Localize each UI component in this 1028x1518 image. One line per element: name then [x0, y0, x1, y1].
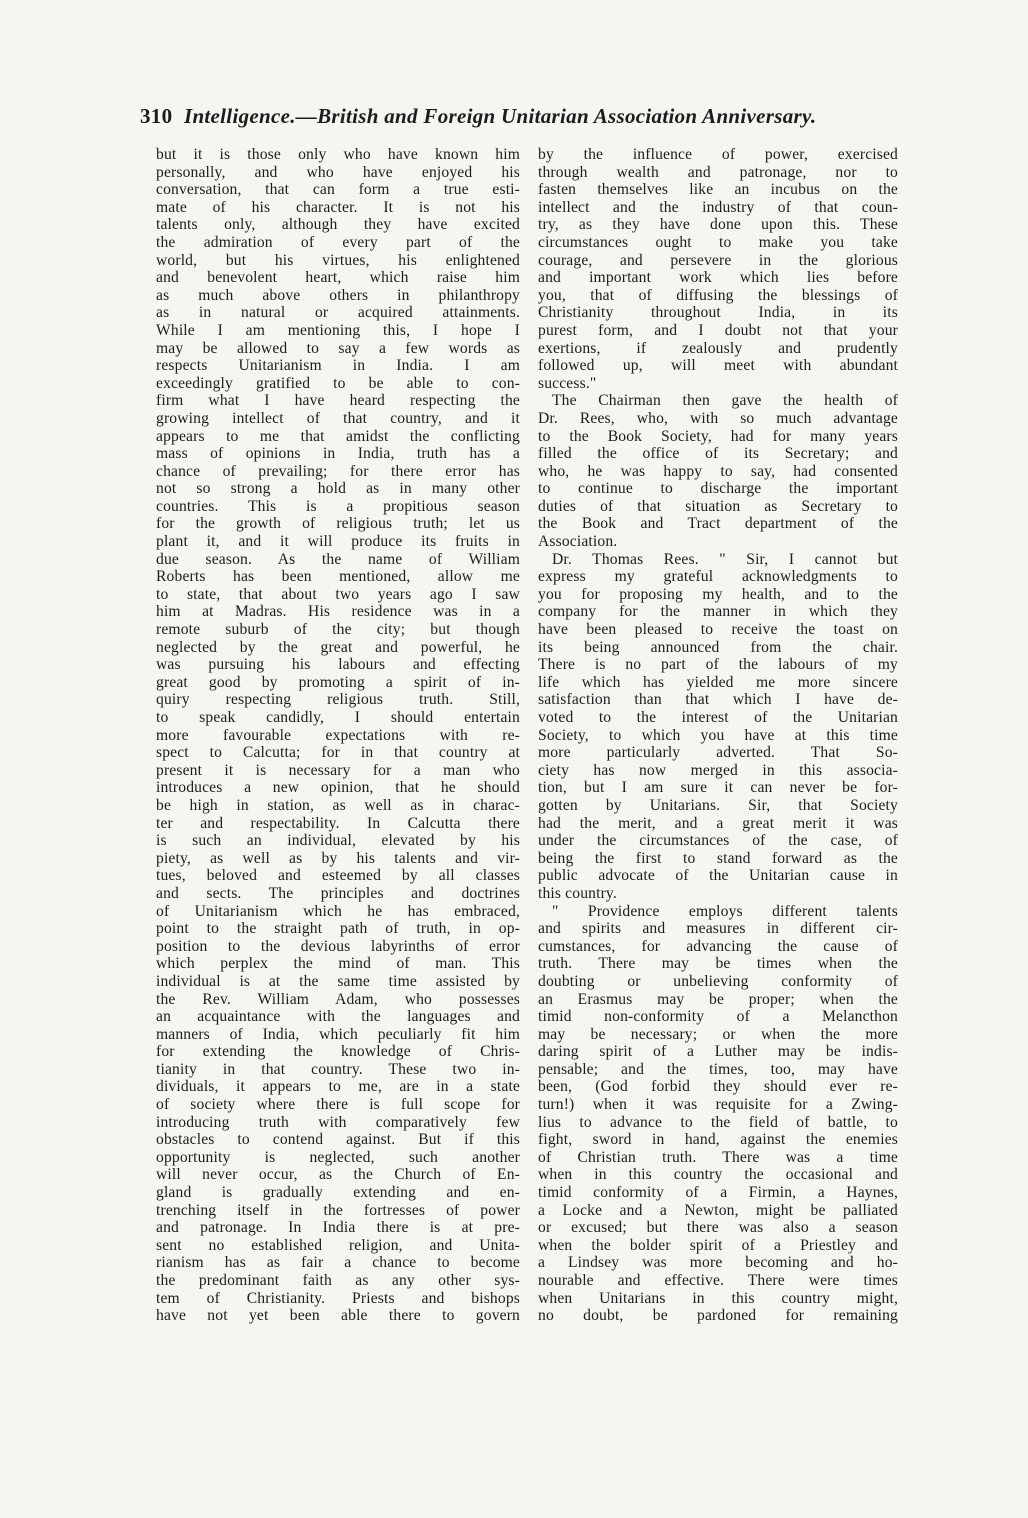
text-line: be high in station, as well as in charac- — [156, 796, 520, 814]
text-line: who, he was happy to say, had consented — [538, 462, 898, 480]
text-line: had the merit, and a great merit it was — [538, 814, 898, 832]
text-line: for the growth of religious truth; let us — [156, 515, 520, 533]
text-line: express my grateful acknowledgments to — [538, 568, 898, 586]
text-line: talents only, although they have excited — [156, 216, 520, 234]
text-line: opportunity is neglected, such another — [156, 1148, 520, 1166]
text-line: fasten themselves like an incubus on the — [538, 181, 898, 199]
text-line: Dr. Thomas Rees. " Sir, I cannot but — [552, 550, 898, 568]
text-line: timid non-conformity of a Melancthon — [538, 1008, 898, 1026]
text-line: this country. — [538, 884, 617, 902]
text-line: and benevolent heart, which raise him — [156, 269, 520, 287]
text-line: countries. This is a propitious season — [156, 497, 520, 515]
text-line: public advocate of the Unitarian cause in — [538, 867, 898, 885]
text-line: world, but his virtues, his enlightened — [156, 251, 520, 269]
text-line: ciety has now merged in this associa- — [538, 761, 898, 779]
text-line: piety, as well as by his talents and vir- — [156, 849, 520, 867]
text-line: mate of his character. It is not his — [156, 198, 520, 216]
text-line: individual is at the same time assisted by — [156, 972, 520, 990]
text-line: but it is those only who have known him — [156, 146, 520, 163]
text-line: dividuals, it appears to me, are in a state — [156, 1078, 520, 1096]
text-line: trenching itself in the fortresses of power — [156, 1201, 520, 1219]
text-line: as in natural or acquired attainments. — [156, 304, 520, 322]
text-line: daring spirit of a Luther may be indis- — [538, 1043, 898, 1061]
text-line: more particularly adverted. That So- — [538, 744, 898, 762]
text-line: is such an individual, elevated by his — [156, 832, 520, 850]
text-line: and sects. The principles and doctrines — [156, 884, 520, 902]
text-line: life which has yielded me more sincere — [538, 673, 898, 691]
text-line: circumstances ought to make you take — [538, 233, 898, 251]
text-line: Christianity throughout India, in its — [538, 304, 898, 322]
text-line: timid conformity of a Firmin, a Haynes, — [538, 1184, 898, 1202]
text-line: filled the office of its Secretary; and — [538, 445, 898, 463]
text-line: not so strong a hold as in many other — [156, 480, 520, 498]
text-line: of Unitarianism which he has embraced, — [156, 902, 520, 920]
text-line: tues, beloved and esteemed by all classes — [156, 867, 520, 885]
text-line: lius to advance to the field of battle, to — [538, 1113, 898, 1131]
text-line: for extending the knowledge of Chris- — [156, 1043, 520, 1061]
text-line: great good by promoting a spirit of in- — [156, 673, 520, 691]
text-line: being the first to stand forward as the — [538, 849, 898, 867]
text-line: personally, and who have enjoyed his — [156, 163, 520, 181]
text-line: tion, but I am sure it can never be for- — [538, 779, 898, 797]
text-line: company for the manner in which they — [538, 603, 898, 621]
text-line: Roberts has been mentioned, allow me — [156, 568, 520, 586]
text-line: spect to Calcutta; for in that country at — [156, 744, 520, 762]
text-line: nourable and effective. There were times — [538, 1272, 898, 1289]
text-line: through wealth and patronage, nor to — [538, 163, 898, 181]
text-line: him at Madras. His residence was in a — [156, 603, 520, 621]
text-line: and spirits and measures in different cir- — [538, 920, 898, 938]
text-line: chance of prevailing; for there error has — [156, 462, 520, 480]
text-line: ter and respectability. In Calcutta there — [156, 814, 520, 832]
text-line: a Locke and a Newton, might be palliated — [538, 1201, 898, 1219]
text-line: Dr. Rees, who, with so much advantage — [538, 409, 898, 427]
text-line: Society, to which you have at this time — [538, 726, 898, 744]
text-line: followed up, will meet with abundant — [538, 357, 898, 375]
text-line: an acquaintance with the languages and — [156, 1008, 520, 1026]
text-line: fight, sword in hand, against the enemies — [538, 1131, 898, 1149]
text-line: introduces a new opinion, that he should — [156, 779, 520, 797]
text-line: you, that of diffusing the blessings of — [538, 286, 898, 304]
text-line: by the influence of power, exercised — [538, 146, 898, 163]
running-title: Intelligence.—British and Foreign Unitarian Association Anniversary. — [183, 104, 817, 128]
text-line: gland is gradually extending and en- — [156, 1184, 520, 1202]
text-line: introducing truth with comparatively few — [156, 1113, 520, 1131]
text-line: exertions, if zealously and prudently — [538, 339, 898, 357]
text-line: the predominant faith as any other sys- — [156, 1272, 520, 1289]
text-line: neglected by the great and powerful, he — [156, 638, 520, 656]
text-line: the Rev. William Adam, who possesses — [156, 990, 520, 1008]
text-line: when in this country the occasional and — [538, 1166, 898, 1184]
text-line: you for proposing my health, and to the — [538, 585, 898, 603]
text-line: respects Unitarianism in India. I am — [156, 357, 520, 375]
text-line: an Erasmus may be proper; when the — [538, 990, 898, 1008]
text-line: duties of that situation as Secretary to — [538, 497, 898, 515]
text-line: rianism has as fair a chance to become — [156, 1254, 520, 1272]
text-line: manners of India, which peculiarly fit him — [156, 1025, 520, 1043]
page-number: 310 — [140, 104, 173, 128]
text-line: courage, and persevere in the glorious — [538, 251, 898, 269]
text-line: truth. There may be times when the — [538, 955, 898, 973]
text-line: or excused; but there was also a season — [538, 1219, 898, 1237]
text-line: satisfaction than that which I have de- — [538, 691, 898, 709]
text-line: conversation, that can form a true esti- — [156, 181, 520, 199]
text-line: exceedingly gratified to be able to con- — [156, 374, 520, 392]
text-line: when Unitarians in this country might, — [538, 1289, 898, 1307]
text-line: will never occur, as the Church of En- — [156, 1166, 520, 1184]
text-line: and important work which lies before — [538, 269, 898, 287]
running-header — [140, 104, 900, 129]
text-line: due season. As the name of William — [156, 550, 520, 568]
right-column — [538, 146, 898, 1325]
text-line: to speak candidly, I should entertain — [156, 709, 520, 726]
text-line: turn!) when it was requisite for a Zwing- — [538, 1096, 898, 1114]
text-line: try, as they have done upon this. These — [538, 216, 898, 234]
text-line: to continue to discharge the important — [538, 480, 898, 498]
text-line: a Lindsey was more becoming and ho- — [538, 1254, 898, 1272]
text-line: mass of opinions in India, truth has a — [156, 445, 520, 463]
text-line: " Providence employs different talents — [552, 902, 898, 920]
text-line: appears to me that amidst the conflicting — [156, 427, 520, 445]
text-line: quiry respecting religious truth. Still, — [156, 691, 520, 709]
text-line: cumstances, for advancing the cause of — [538, 937, 898, 955]
text-line: firm what I have heard respecting the — [156, 392, 520, 410]
text-line: have been pleased to receive the toast on — [538, 621, 898, 639]
text-line: growing intellect of that country, and it — [156, 409, 520, 427]
text-line: have not yet been able there to govern — [156, 1307, 520, 1325]
text-line: more favourable expectations with re- — [156, 726, 520, 744]
text-line: may be necessary; or when the more — [538, 1025, 898, 1043]
text-line: been, (God forbid they should ever re- — [538, 1078, 898, 1096]
text-line: Association. — [538, 533, 618, 551]
text-line: pensable; and the times, too, may have — [538, 1060, 898, 1078]
text-line: the Book and Tract department of the — [538, 515, 898, 533]
text-line: plant it, and it will produce its fruits in — [156, 533, 520, 551]
left-column — [156, 146, 520, 1325]
text-line: which perplex the mind of man. This — [156, 955, 520, 973]
text-line: no doubt, be pardoned for remaining — [538, 1307, 898, 1325]
text-line: may be allowed to say a few words as — [156, 339, 520, 357]
text-line: intellect and the industry of that coun- — [538, 198, 898, 216]
text-line: tianity in that country. These two in- — [156, 1060, 520, 1078]
text-line: purest form, and I doubt not that your — [538, 321, 898, 339]
text-line: present it is necessary for a man who — [156, 761, 520, 779]
text-line: the admiration of every part of the — [156, 233, 520, 251]
text-line: position to the devious labyrinths of error — [156, 937, 520, 955]
text-line: gotten by Unitarians. Sir, that Society — [538, 796, 898, 814]
text-line: to the Book Society, had for many years — [538, 427, 898, 445]
text-line: as much above others in philanthropy — [156, 286, 520, 304]
text-line: when the bolder spirit of a Priestley and — [538, 1236, 898, 1254]
text-line: voted to the interest of the Unitarian — [538, 709, 898, 726]
text-line: success." — [538, 374, 597, 392]
text-line: There is no part of the labours of my — [538, 656, 898, 674]
text-line: its being announced from the chair. — [538, 638, 898, 656]
text-line: sent no established religion, and Unita- — [156, 1236, 520, 1254]
text-line: of society where there is full scope for — [156, 1096, 520, 1114]
text-line: obstacles to contend against. But if this — [156, 1131, 520, 1149]
text-line: point to the straight path of truth, in op- — [156, 920, 520, 938]
text-line: tem of Christianity. Priests and bishops — [156, 1289, 520, 1307]
text-line: was pursuing his labours and effecting — [156, 656, 520, 674]
text-line: to state, that about two years ago I saw — [156, 585, 520, 603]
text-line: While I am mentioning this, I hope I — [156, 321, 520, 339]
text-line: The Chairman then gave the health of — [552, 392, 898, 410]
text-line: doubting or unbelieving conformity of — [538, 972, 898, 990]
text-line: under the circumstances of the case, of — [538, 832, 898, 850]
text-line: remote suburb of the city; but though — [156, 621, 520, 639]
text-line: and patronage. In India there is at pre- — [156, 1219, 520, 1237]
text-line: of Christian truth. There was a time — [538, 1148, 898, 1166]
